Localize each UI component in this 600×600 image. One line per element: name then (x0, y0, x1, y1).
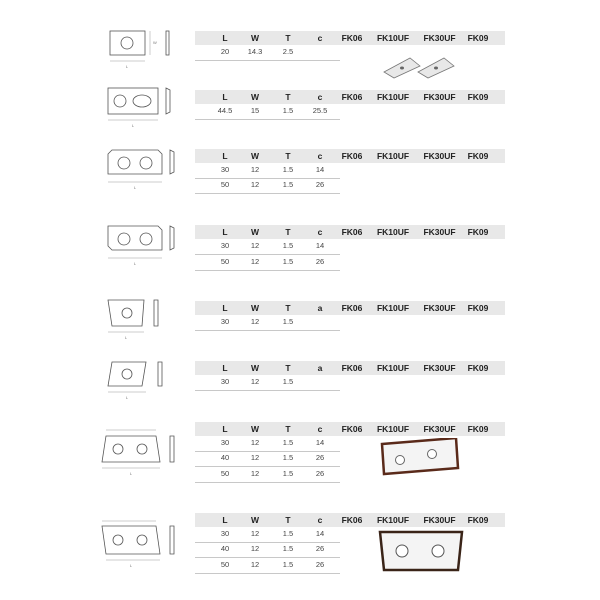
cell-T: 1.5 (282, 544, 294, 553)
insert-photo-two-hole (380, 438, 460, 483)
header-L: L (222, 363, 228, 373)
cell-col4: 14 (315, 165, 325, 174)
header-grade-3: FK30UF (423, 363, 456, 373)
header-grade-1: FK06 (341, 363, 363, 373)
cell-L: 30 (220, 241, 230, 250)
cell-T: 1.5 (282, 438, 294, 447)
header-T: T (285, 151, 291, 161)
header-W: W (250, 151, 260, 161)
header-col4: c (317, 227, 323, 237)
svg-text:L: L (125, 64, 129, 69)
header-T: T (285, 33, 291, 43)
header-T: T (285, 363, 291, 373)
insert-drawing-hole-and-slot (100, 86, 185, 136)
svg-text:W: W (153, 40, 157, 45)
header-W: W (250, 363, 260, 373)
header-T: T (285, 227, 291, 237)
header-grade-4: FK09 (467, 424, 489, 434)
header-L: L (222, 92, 228, 102)
svg-text:L: L (129, 471, 133, 476)
cell-col4: 26 (315, 560, 325, 569)
cell-W: 12 (250, 165, 260, 174)
header-col4: a (317, 363, 323, 373)
header-W: W (250, 515, 260, 525)
header-grade-1: FK06 (341, 424, 363, 434)
header-grade-4: FK09 (467, 151, 489, 161)
cell-L: 50 (220, 560, 230, 569)
cell-col4: 14 (315, 438, 325, 447)
header-grade-2: FK10UF (376, 92, 410, 102)
cell-T: 1.5 (282, 180, 294, 189)
header-col4: c (317, 33, 323, 43)
spec-row (195, 254, 340, 271)
header-T: T (285, 424, 291, 434)
insert-drawing-two-hole-chamfer (100, 222, 185, 272)
header-grade-4: FK09 (467, 227, 489, 237)
header-grade-1: FK06 (341, 92, 363, 102)
spec-row (195, 466, 340, 483)
spec-row (195, 238, 340, 255)
header-T: T (285, 303, 291, 313)
cell-T: 2.5 (282, 47, 294, 56)
spec-row (195, 314, 340, 331)
header-L: L (222, 303, 228, 313)
header-grade-1: FK06 (341, 33, 363, 43)
header-W: W (250, 33, 260, 43)
header-W: W (250, 303, 260, 313)
spec-header (195, 422, 505, 436)
spec-header (195, 149, 505, 163)
cell-L: 40 (220, 453, 230, 462)
cell-col4: 14 (315, 529, 325, 538)
header-grade-4: FK09 (467, 33, 489, 43)
header-col4: a (317, 303, 323, 313)
cell-L: 50 (220, 180, 230, 189)
header-L: L (222, 515, 228, 525)
header-grade-2: FK10UF (376, 515, 410, 525)
cell-W: 12 (250, 469, 260, 478)
cell-T: 1.5 (282, 453, 294, 462)
header-grade-2: FK10UF (376, 303, 410, 313)
header-grade-3: FK30UF (423, 92, 456, 102)
insert-drawing-two-hole-parallelogram (98, 520, 183, 570)
header-grade-1: FK06 (341, 515, 363, 525)
cell-col4: 26 (315, 544, 325, 553)
header-grade-3: FK30UF (423, 515, 456, 525)
header-W: W (250, 424, 260, 434)
cell-L: 30 (220, 165, 230, 174)
cell-col4: 25.5 (312, 106, 328, 115)
cell-L: 50 (220, 257, 230, 266)
cell-T: 1.5 (282, 469, 294, 478)
insert-drawing-trapezoid-single-hole (100, 296, 185, 346)
header-grade-4: FK09 (467, 515, 489, 525)
cell-T: 1.5 (282, 257, 294, 266)
cell-L: 20 (220, 47, 230, 56)
header-grade-1: FK06 (341, 227, 363, 237)
header-L: L (222, 33, 228, 43)
cell-T: 1.5 (282, 165, 294, 174)
insert-drawing-parallelogram-single-hole (100, 356, 185, 406)
cell-col4: 26 (315, 453, 325, 462)
header-L: L (222, 227, 228, 237)
cell-T: 1.5 (282, 241, 294, 250)
header-col4: c (317, 515, 323, 525)
cell-col4 (305, 374, 335, 390)
header-grade-2: FK10UF (376, 33, 410, 43)
cell-W: 12 (250, 560, 260, 569)
header-grade-2: FK10UF (376, 424, 410, 434)
header-grade-2: FK10UF (376, 227, 410, 237)
insert-drawing-two-hole-trapezoid (98, 428, 183, 478)
svg-text:L: L (129, 563, 133, 568)
cell-W: 12 (250, 317, 260, 326)
insert-drawing-two-hole-chamfer (100, 146, 185, 196)
cell-W: 12 (250, 438, 260, 447)
header-grade-2: FK10UF (376, 151, 410, 161)
header-grade-1: FK06 (341, 303, 363, 313)
cell-T: 1.5 (282, 106, 294, 115)
svg-text:L: L (124, 335, 128, 340)
header-W: W (250, 227, 260, 237)
header-grade-3: FK30UF (423, 151, 456, 161)
cell-W: 12 (250, 377, 260, 386)
cell-W: 12 (250, 180, 260, 189)
cell-L: 30 (220, 317, 230, 326)
header-grade-3: FK30UF (423, 424, 456, 434)
insert-drawing-single-hole (100, 28, 185, 78)
header-T: T (285, 515, 291, 525)
cell-col4: 14 (315, 241, 325, 250)
cell-W: 15 (250, 106, 260, 115)
header-grade-2: FK10UF (376, 363, 410, 373)
spec-row (195, 557, 340, 574)
svg-text:L: L (125, 395, 129, 400)
insert-photo-two-hole-large (376, 530, 466, 579)
cell-W: 12 (250, 544, 260, 553)
cell-col4: 26 (315, 257, 325, 266)
spec-row (195, 177, 340, 194)
cell-col4 (305, 314, 335, 330)
cell-L: 50 (220, 469, 230, 478)
header-grade-3: FK30UF (423, 303, 456, 313)
cell-W: 12 (250, 257, 260, 266)
cell-T: 1.5 (282, 377, 294, 386)
svg-text:L: L (131, 123, 135, 128)
header-L: L (222, 424, 228, 434)
cell-T: 1.5 (282, 317, 294, 326)
header-grade-4: FK09 (467, 303, 489, 313)
cell-L: 40 (220, 544, 230, 553)
cell-col4 (305, 44, 335, 60)
header-grade-1: FK06 (341, 151, 363, 161)
cell-W: 12 (250, 453, 260, 462)
header-grade-3: FK30UF (423, 227, 456, 237)
spec-header (195, 361, 505, 375)
header-W: W (250, 92, 260, 102)
spec-row (195, 374, 340, 391)
cell-W: 14.3 (247, 47, 263, 56)
spec-header (195, 513, 505, 527)
spec-row (195, 541, 340, 558)
spec-row (195, 450, 340, 467)
spec-row (195, 44, 340, 61)
svg-text:L: L (133, 261, 137, 266)
header-grade-3: FK30UF (423, 33, 456, 43)
spec-header (195, 90, 505, 104)
cell-T: 1.5 (282, 560, 294, 569)
cell-L: 30 (220, 438, 230, 447)
spec-header (195, 301, 505, 315)
cell-T: 1.5 (282, 529, 294, 538)
spec-header (195, 31, 505, 45)
header-grade-4: FK09 (467, 92, 489, 102)
cell-col4: 26 (315, 469, 325, 478)
cell-W: 12 (250, 241, 260, 250)
insert-photo-single-hole (380, 48, 460, 85)
cell-col4: 26 (315, 180, 325, 189)
spec-row (195, 103, 340, 120)
header-T: T (285, 92, 291, 102)
cell-L: 30 (220, 529, 230, 538)
cell-W: 12 (250, 529, 260, 538)
svg-text:L: L (133, 185, 137, 190)
spec-header (195, 225, 505, 239)
cell-L: 30 (220, 377, 230, 386)
header-col4: c (317, 151, 323, 161)
header-col4: c (317, 92, 323, 102)
header-col4: c (317, 424, 323, 434)
header-grade-4: FK09 (467, 363, 489, 373)
header-L: L (222, 151, 228, 161)
cell-L: 44.5 (217, 106, 233, 115)
